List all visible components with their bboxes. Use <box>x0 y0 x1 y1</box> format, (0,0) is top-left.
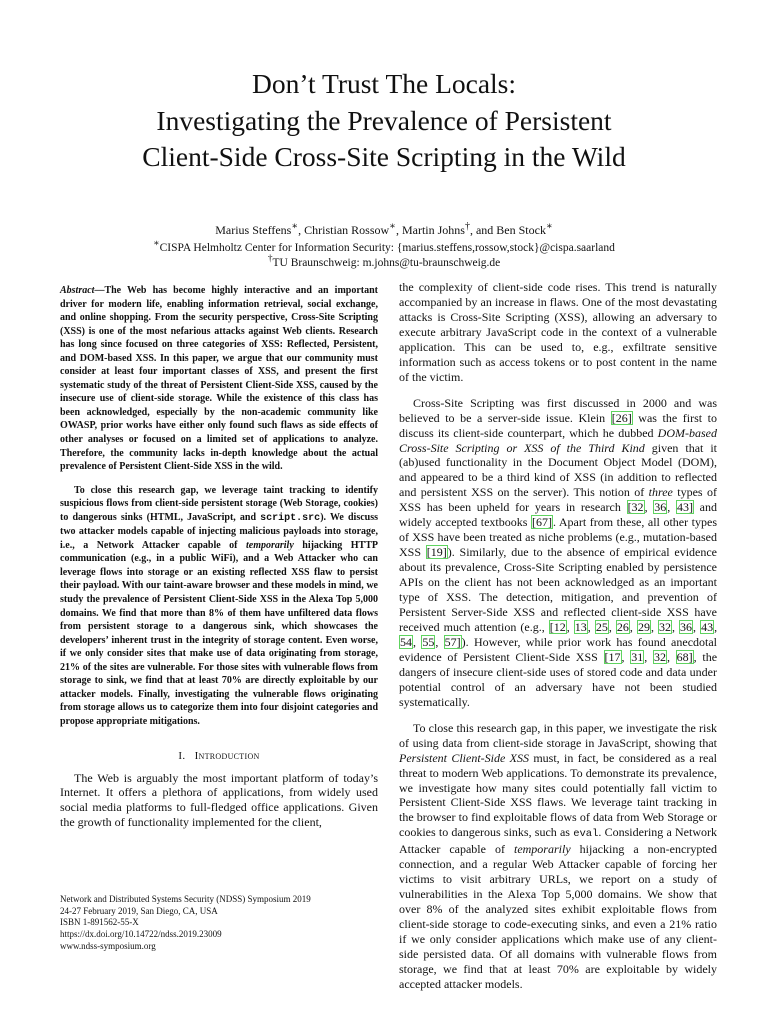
intro-paragraph-3 <box>399 721 717 992</box>
body-text: To close this research gap, in this paper, we investigate the risk of using data from client-side storage in JavaScript, showing that <box>399 720 717 750</box>
affiliation-mark: ∗ <box>291 221 299 232</box>
abstract-text: hijacking HTTP communication (e.g., in a public WiFi), and a Web Attacker who can leverage flows into storage or an existing reflected XSS flaw to persist their payload. With our taint-aware browser and these models in mind, we study the prevalence of Persistent Client-Side XSS in the Alexa Top 5,000 domains. We find that more than 8% of them have unfiltered data flows from persistent storage to a dangerous sink, which showcases the developers’ inherent trust in the integrity of storage content. Even worse, if we only consider sites that make use of data originating from storage, 21% of the sites are vulnerable. For those sites with vulnerable flows from storage to sink, we find that at least 70% are directly exploitable by our attacker models. Finally, investigating the vulnerable flows originating from storage allows us to categorize them into four disjoint categories and propose appropriate mitigations. <box>60 539 378 727</box>
affiliation-mark: ∗ <box>389 221 396 232</box>
author-separator: , and <box>469 223 497 237</box>
abstract-text: The Web has become highly interactive and an important driver for modern life, enabling information retrieval, social exchange, and online shopping. From the security perspective, Cross-Site Scripting (XSS) is one of the most nefarious attacks against Web clients. Research has long since focused on three categories of XSS: Reflected, Persistent, and DOM-based XSS. In this paper, we argue that our community must consider at least four important classes of XSS, and present the first systematic study of the threat of Persistent Client-Side XSS, caused by the insecure use of client-side storage. While the existence of this class has been acknowledged, especially by the non-academic community like OWASP, prior works have either only found such flaws as side effects of other analyses or focused on a limited set of applications to analyze. Therefore, the community lacks in-depth knowledge about the actual prevalence of Persistent Client-Side XSS in the wild. <box>60 285 378 473</box>
affiliation-tu <box>60 251 708 271</box>
citation-link[interactable]: [19] <box>426 545 447 560</box>
affiliation-mark: † <box>464 221 470 232</box>
footnote-line: Network and Distributed Systems Security (NDSS) Symposium 2019 <box>60 894 311 904</box>
abstract-label: Abstract <box>60 285 95 296</box>
author-stock: Ben Stock <box>496 223 546 237</box>
title-line-3: Client-Side Cross-Site Scripting in the Wild <box>142 141 626 172</box>
code-snippet: eval <box>573 828 599 841</box>
citation-link[interactable]: 36 <box>654 500 667 515</box>
author-steffens: Marius Steffens <box>215 223 292 237</box>
body-text: must, in fact, be considered as a real threat to modern Web applications. To demonstrate its prevalence, we investigate how many sites could potentially fall victim to Persistent Client-Side XSS flaws. We leverage taint tracking in the browser to find exploitable flows of data from Web Storage or cookies to dangerous sinks, such as <box>399 750 718 840</box>
citation-link[interactable]: [32 <box>627 500 644 515</box>
body-text: ). Similarly, due to the absence of empirical evidence about its prevalence, Cross-Site Scripting enabled by persistence APIs on the client has not been acknowledged as an important type of XSS. The detection, mitigation, and prevention of Persistent Server-Side XSS and reflected client-side XSS have received much attention (e.g., <box>399 545 718 634</box>
author-separator: , <box>395 223 402 237</box>
intro-paragraph-continued: the complexity of client-side code rises. This trend is naturally accompanied by an increase in flaws. One of the most devastating attacks is Cross-Site Scripting (XSS), allowing an adversary to execute arbitrary JavaScript code in the context of a vulnerable application. This can be used to, e.g., exfiltrate sensitive information such as access tokens or to post content in the name of the victim. <box>399 280 717 384</box>
author-separator: , <box>298 223 305 237</box>
section-number: I. <box>178 749 186 762</box>
abstract-text: ). We discuss two attacker models capable of injecting malicious payloads into storage, i.e., a Network Attacker capable of <box>60 511 378 551</box>
emphasis: DOM-based Cross-Site Scripting or XSS of the Third Kind <box>399 425 717 455</box>
footnote-line: ISBN 1-891562-55-X <box>60 917 139 928</box>
abstract-dash: — <box>94 285 105 296</box>
affiliation-mark: † <box>267 253 273 264</box>
citation-link[interactable]: 29 <box>637 619 650 634</box>
abstract-paragraph-2 <box>60 484 378 729</box>
body-text: . Apart from these, all other types of XSS have been treated as niche problems (e.g., mutation-based XSS <box>399 515 717 560</box>
body-text: hijacking a non-encrypted connection, and a regular Web Attacker capable of forcing her victims to visit arbitrary URLs, we report on a study of vulnerabilities in the Alexa Top 5,000 domains. We show that over 8% of the analyzed sites exhibit exploitable flows from client-side storage to code-executing sinks, and even a 21% ratio if we only consider applications which make use of any client-side persisted data. Of all domains with vulnerable flows from storage, we find that at least 70% are exploitable by widely accepted attacker models. <box>399 842 717 991</box>
right-column <box>399 280 717 992</box>
body-text: types of XSS has been upheld for years in research <box>399 485 717 515</box>
abstract-text: To close this research gap, we leverage taint tracking to identify suspicious flows from client-side persistent storage (Web Storage, cookies) to dangerous sinks (HTML, JavaScript, and <box>60 484 378 523</box>
citation-link[interactable]: 26 <box>616 619 629 634</box>
citation-link[interactable]: 55 <box>422 634 435 649</box>
section-title: Introduction <box>194 749 260 762</box>
affiliation-email: m.johns@tu-braunschweig.de <box>362 256 501 269</box>
citation-link[interactable]: 36 <box>680 619 693 634</box>
paper-title <box>60 66 708 176</box>
emphasis: three <box>648 485 673 500</box>
footnote-url-link[interactable]: www.ndss-symposium.org <box>60 940 156 951</box>
left-column <box>60 284 378 830</box>
abstract-paragraph-1 <box>60 284 378 474</box>
citation-link[interactable]: 43] <box>676 500 693 515</box>
affiliation-mark: ∗ <box>545 221 553 232</box>
citation-link[interactable]: 31 <box>631 649 644 664</box>
footnote-line: 24-27 February 2019, San Diego, CA, USA <box>60 905 218 916</box>
citation-link[interactable]: 57] <box>444 634 461 649</box>
body-text: ). However, while prior work has found anecdotal evidence of Persistent Client-Side XSS <box>399 634 718 664</box>
affiliation-name: CISPA Helmholtz Center for Information Security: <box>159 241 397 254</box>
citation-link[interactable]: 68] <box>676 649 693 664</box>
citation-link[interactable]: 32 <box>653 649 666 664</box>
body-text: , the dangers of insecure client-side uses of stored code and data under potential control of an adversary have not been studied systematically. <box>399 649 718 709</box>
citation-link[interactable]: [26] <box>611 410 632 425</box>
emphasis: temporarily <box>245 539 294 551</box>
code-snippet: script.src <box>260 512 321 524</box>
affiliation-name: TU Braunschweig: <box>272 256 363 269</box>
citation-link[interactable]: 13 <box>574 619 587 634</box>
footnote-doi-link[interactable]: https://dx.doi.org/10.14722/ndss.2019.23009 <box>60 929 222 940</box>
affiliation-mark: ∗ <box>153 238 160 249</box>
body-text: and widely accepted textbooks <box>399 500 717 530</box>
body-text: given that it (ab)used functionality in the Document Object Model (DOM), and appeared to be a third kind of XSS (in addition to reflected and persistent XSS on the server). This notion of <box>399 440 717 500</box>
citation-link[interactable]: 25 <box>595 619 608 634</box>
citation-link[interactable]: [67] <box>531 515 552 530</box>
body-text: was the first to discuss its client-side counterpart, which he dubbed <box>399 410 717 440</box>
citation-link[interactable]: [17 <box>604 649 621 664</box>
intro-paragraph-2: Cross-Site Scripting was first discussed in 2000 and was believed to be a server-side issue. Klein [26] was the first to discuss its client-side counterpart, which he dubbed DOM-based Cross-Site Scripting or XSS of the Third Kind given that it (ab)used functionality in the Document Object Model (DOM), and appeared to be a third kind of XSS (in addition to reflected and persistent XSS on the server). This notion of three types of XSS has been upheld for years in research [32, 36, 43] and widely accepted textbooks [67]. Apart from these, all other types of XSS have been treated as niche problems (e.g., mutation-based XSS [19]). Similarly, due to the absence of empirical evidence about its prevalence, Cross-Site Scripting enabled by persistence APIs on the client has not been acknowledged as an important type of XSS. The detection, mitigation, and prevention of Persistent Server-Side XSS and reflected client-side XSS have received much attention (e.g., [12, 13, 25, 26, 29, 32, 36, 43, 54, 55, 57]). However, while prior work has found anecdotal evidence of Persistent Client-Side XSS [17, 31, 32, 68], the dangers of insecure client-side uses of stored code and data under potential control of an adversary have not been studied systematically. <box>399 395 718 709</box>
author-rossow: Christian Rossow <box>304 223 390 237</box>
emphasis: temporarily <box>513 842 571 857</box>
body-text: Cross-Site Scripting was first discussed in 2000 and was believed to be a server-side issue. Klein <box>399 395 717 425</box>
body-text: . Considering a Network Attacker capable of <box>399 825 717 857</box>
citation-link[interactable]: 54 <box>400 634 412 649</box>
citation-link[interactable]: 43 <box>701 619 714 634</box>
affiliation-email: {marius.steffens,rossow,stock}@cispa.saarland <box>396 241 615 254</box>
citation-link[interactable]: 32 <box>658 619 671 634</box>
intro-paragraph-1: The Web is arguably the most important platform of today’s Internet. It offers a plethora of applications, from widely used social media platforms to full-fledged office applications. Given the growth of functionality implemented for the client, <box>60 770 378 830</box>
author-johns: Martin Johns <box>401 223 465 237</box>
footnote <box>60 894 380 953</box>
emphasis: Persistent Client-Side XSS <box>399 750 529 765</box>
title-line-2: Investigating the Prevalence of Persistent <box>156 104 612 136</box>
section-heading <box>60 750 378 762</box>
title-line-1: Don’t Trust The Locals: <box>251 68 517 99</box>
citation-link[interactable]: [12 <box>549 619 566 634</box>
